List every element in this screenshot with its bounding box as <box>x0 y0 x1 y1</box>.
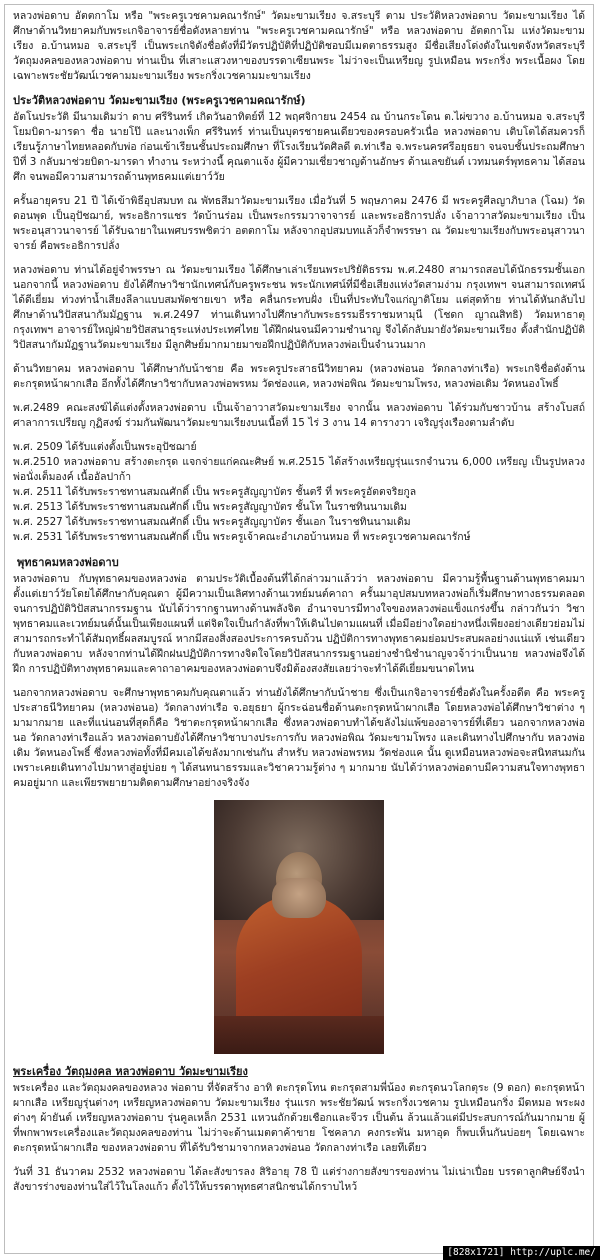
intro-paragraph: หลวงพ่อดาบ อัตตกาโม หรือ "พระครูเวชคามคณารักษ์" วัดมะขามเรียง จ.สระบุรี ตาม ประวัติหลวงพ่อดาบ วัดมะขามเรียง ได้ศึกษาด้านวิทยาคมกับพระเกจิอาจารย์ชื่อดังหลายท่าน "พระครูเวชคามคณารักษ์" หรือ หลวงพ่อดาบ อัตตกาโม แห่งวัดมะขามเรียง อ.บ้านหมอ จ.สระบุรี เป็นพระเกจิดังชื่อดังที่มีวัตรปฏิบัติที่ปฏิบัติชอบมีเมตตาธรรมสูง มีชื่อเสียงโด่งดังในเขตจังหวัดสระบุรี วัตถุมงคลของหลวงพ่อดาบ ท่านเป็น ที่เสาะแสวงหาของบรรดาเซียนพระ ไม่ว่าจะเป็นเหรียญ รูปเหมือน พระกริ่ง พระเนื้อผง โดยเฉพาะพระชัยวัฒน์เวชคามมะขามเรียง พระกริ่งเวชคามมะขามเรียง <box>13 10 585 82</box>
history-paragraph-2: ครั้นอายุครบ 21 ปี ได้เข้าพิธีอุปสมบท ณ พัทธสีมาวัดมะขามเรียง เมื่อวันที่ 5 พฤษภาคม 2476 มี พระครูศีลญาภิบาล (โฉม) วัดดอนพุด เป็นอุปัชฌาย์, พระอธิการแชร วัดบ้านร่อม เป็นพระกรรมวาจาจารย์ และพระอธิการปลั่ง เจ้าอาวาสวัดมะขามเรียง เป็นพระอนุสาวนาจารย์ ได้รับฉายาในเพศบรรพชิตว่า อตตกาโม หลังจากอุปสมบทแล้วก็จำพรรษา ณ วัดมะขามเรียงกับพระอนุสาวนาจารย์ คือพระอธิการปลั่ง <box>13 195 585 252</box>
timeline-item: พ.ศ.2510 หลวงพ่อดาบ สร้างตะกรุด แจกจ่ายแก่คณะศิษย์ พ.ศ.2515 ได้สร้างเหรียญรุ่นแรกจำนวน 6,000 เหรียญ เป็นรูปหลวงพ่อนั่งเต็มองค์ เนื้ออัลปาก้า <box>13 456 585 483</box>
timeline-item: พ.ศ. 2527 ได้รับพระราชทานสมณศักดิ์ เป็น พระครูสัญญาบัตร ชั้นเอก ในราชทินนามเดิม <box>13 516 411 528</box>
amulets-heading: พระเครื่อง วัตถุมงคล หลวงพ่อดาบ วัดมะขามเรียง <box>13 1065 248 1078</box>
photo-container <box>13 800 585 1054</box>
article-page <box>4 4 594 1254</box>
history-paragraph-4: ด้านวิทยาคม หลวงพ่อดาบ ได้ศึกษากับน้าชาย คือ พระครูประสาธนีวิทยาคม (หลวงพ่อนอ วัดกลางท่าเรือ) พระเกจิชื่อดังด้านตะกรุดหน้าผากเสือ อีกทั้งได้ศึกษาวิชากับหลวงพ่อพรหม วัดช่องแค, หลวงพ่อพิณ วัดมะขามโพรง, หลวงพ่อเดิม วัดหนองโพธิ์ <box>13 363 585 390</box>
timeline-item: พ.ศ. 2531 ได้รับพระราชทานสมณศักดิ์ เป็น พระครูเจ้าคณะอำเภอบ้านหมอ ที่ พระครูเวชคามคณารักษ์ <box>13 531 471 543</box>
history-paragraph-3: หลวงพ่อดาบ ท่านได้อยู่จำพรรษา ณ วัดมะขามเรียง ได้ศึกษาเล่าเรียนพระปริยัติธรรม พ.ศ.2480 สามารถสอบได้นักธรรมชั้นเอก นอกจากนี้ หลวงพ่อดาบ ยังได้ศึกษาวิชานักเทศน์กับครูพระชน พระนักเทศน์ที่มีชื่อเสียงแห่งวัดสามง่าม กรุงเทพฯ จนสามารถเทศน์ได้ดีเยี่ยม ท่วงท่าน้ำเสียงลีลาแบบสมพัดชายเขา หรือ คลื่นกระทบฝั่ง เป็นที่ประทับใจแก่ญาติโยม แต่สุดท้าย ท่านได้หันกลับไปศึกษาด้านวิปัสสนากัมมัฏฐาน พ.ศ.2497 ท่านเดินทางไปศึกษากับพระธรรมธีรราชมหามุนี (โชดก ญาณสิทธิ) วัดมหาธาตุ กรุงเทพฯ อาจารย์ใหญ่ฝ่ายวิปัสสนาธุระแห่งประเทศไทย ได้ฝึกฝนจนมีความชำนาญ จึงได้กลับมายังวัดมะขามเรียง ตั้งสำนักปฏิบัติวิปัสสนากัมมัฏฐานวัดมะขามเรียง มีลูกศิษย์มากมายมาขอฝึกปฏิบัติกับหลวงพ่อเป็นจำนวนมาก <box>13 264 585 351</box>
photo-base <box>214 1016 384 1054</box>
article-content <box>5 5 593 1195</box>
monk-photo <box>214 800 384 1054</box>
history-heading: ประวัติหลวงพ่อดาบ วัดมะขามเรียง (พระครูเวชคามคณารักษ์) <box>13 94 306 107</box>
timeline-item: พ.ศ. 2513 ได้รับพระราชทานสมณศักดิ์ เป็น พระครูสัญญาบัตร ชั้นโท ในราชทินนามเดิม <box>13 501 407 513</box>
buddhakhom-paragraph-1: หลวงพ่อดาบ กับพุทธาคมของหลวงพ่อ ตามประวัติเบื้องต้นที่ได้กล่าวมาแล้วว่า หลวงพ่อดาบ มีความรู้พื้นฐานด้านพุทธาคมมาตั้งแต่เยาว์วัยโดยได้ศึกษากับคุณตา ผู้มีความเป็นเลิศทางด้านเวทย์มนต์คาถา ครั้นมาอุปสมบทหลวงพ่อก็เริ่มศึกษาทางธรรมตลอดจนการปฏิบัติวิปัสสนากรรมฐาน นับได้ว่ารากฐานทางด้านพลังจิต อำนาจบารมีทางใจของหลวงพ่อแข็งแกร่งขึ้น กล่าวกันว่า วิชาพุทธาคมและเวทย์มนต์นั้นเป็นเพียงแผนที่ แต่จิตใจเป็นกำลังที่พาให้เดินไปตามแผนที่ เมื่อมีอย่างใดอย่างหนึ่งเพียงอย่างเดียวย่อมไม่สามารถกระทำได้สัมฤทธิ์ผลสมบูรณ์ หากมีสองสิ่งสองประการครบถ้วน ปฏิบัติการทางพุทธาคมย่อมประสบผลอย่างแน่แท้ เช่นเดียวกับหลวงพ่อดาบ หลังจากท่านได้ฝึกฝนปฏิบัติการทางจิตใจโดยวิปัสสนากรรมฐานอย่างชำนิชำนาญจวจ้าว่าเป็นนาย หลวงพ่อจึงได้ฝึก การปฏิบัติทางพุทธาคมและคาถาอาคมของหลวงพ่อดาบจึงมิต้องสงสัยเลยว่าจะทำได้ดีเยี่ยมขนาดไหน <box>13 573 585 675</box>
timeline-item: พ.ศ. 2511 ได้รับพระราชทานสมณศักดิ์ เป็น พระครูสัญญาบัตร ชั้นตรี ที่ พระครูอัตตจริยกูล <box>13 486 417 498</box>
watermark-bar: [828x1721] http://uplc.me/ <box>443 1246 600 1260</box>
history-paragraph-5: พ.ศ.2489 คณะสงฆ์ได้แต่งตั้งหลวงพ่อดาบ เป็นเจ้าอาวาสวัดมะขามเรียง จากนั้น หลวงพ่อดาบ ได้ร่วมกับชาวบ้าน สร้างโบสถ์ ศาลาการเปรียญ กุฏิสงฆ์ ร่วมกันพัฒนาวัดมะขามเรียงบนเนื้อที่ 15 ไร่ 3 งาน 14 ตารางวา เจริญรุ่งเรืองตามลำดับ <box>13 402 585 429</box>
buddhakhom-heading: พุทธาคมหลวงพ่อดาบ <box>17 556 119 569</box>
amulets-paragraph-2: วันที่ 31 ธันวาคม 2532 หลวงพ่อดาบ ได้ละสังขารลง สิริอายุ 78 ปี แต่ร่างกายสังขารของท่าน ไม่เน่าเปื่อย บรรดาลูกศิษย์จึงนำสังขารร่างของท่านใส่ไว้ในโลงแก้ว ตั้งไว้ให้บรรดาพุทธศาสนิกชนได้กราบไหว้ <box>13 1166 585 1193</box>
history-paragraph-1: อัตโนประวัติ มีนามเดิมว่า ดาบ ศรีรินทร์ เกิดวันอาทิตย์ที่ 12 พฤศจิกายน 2454 ณ บ้านกระโดน ต.ไผ่ขวาง อ.บ้านหมอ จ.สระบุรี โยมบิดา-มารดา ชื่อ นายโป๊ และนางเพ็ก ศรีรินทร์ ท่านเป็นบุตรชายคนเดียวของครอบครัวเนื่อ หลวงพ่อดาบ เติบโตได้สมควรก็เรียนรู้ภาษาไทยหลอดกับพ่อ ก่อนเข้าเรียนชั้นประถมศึกษา ที่โรงเรียนวัดศิลดี ต.ท่าเรือ จ.พระนครศรีอยุธยา จนจบชั้นประถมศึกษาปีที่ 3 กลับมาช่วยบิดา-มารดา ทำงาน ระหว่างนี้ คุณตาแจ้ง ผู้มีความเชี่ยวชาญด้านอักษร ด้านเลขยันต์ เวทมนตร์พุทธคาม ได้สอนศึก จนพอมีความสามารถด้านพุทธคมแต่เยาว์วัย <box>13 111 585 183</box>
timeline-list <box>13 440 585 545</box>
timeline-item: พ.ศ. 2509 ได้รับแต่งตั้งเป็นพระอุปัชฌาย์ <box>13 441 197 453</box>
amulets-paragraph-1: พระเครื่อง และวัตถุมงคลของหลวง พ่อดาบ ที่จัดสร้าง อาทิ ตะกรุดโทน ตะกรุดสามพี่น้อง ตะกรุดนวโลกตุระ (9 ดอก) ตะกรุดหน้าผากเสือ เหรียญรุ่นต่างๆ เหรียญหลวงพ่อดาบ วัดมะขามเรียง รุ่นแรก พระชัยวัฒน์ พระกริ่งเวชคาม รูปเหมือนกริ่ง มีดหมอ พระผงต่างๆ ผ้ายันต์ เหรียญหลวงพ่อดาบ รุ่นคูลเหล็ก 2531 แหวนถักด้วยเชือกและจีวร เป็นต้น ล้วนแล้วแต่มีประสบการณ์กันมากมาย ผู้ที่พกพาพระเครื่องและวัตถุมงคลของท่าน ไม่ว่าจะด้านเมตตาค้าขาย โชคลาภ คงกระพัน มหาอุด ก็พบเห็นกันบ่อยๆ โดยเฉพาะตะกรุดหน้าผากเสือ ของหลวงพ่อดาบ ที่ได้รับวิชามาจากหลวงพ่อนอ วัดกลางท่าเรือ เลยทีเดียว <box>13 1082 585 1154</box>
photo-hands <box>272 878 326 918</box>
buddhakhom-paragraph-2: นอกจากหลวงพ่อดาบ จะศึกษาพุทธาคมกับคุณตาแล้ว ท่านยังได้ศึกษากับน้าชาย ซึ่งเป็นเกจิอาจารย์ชื่อดังในครั้งอดีต คือ พระครูประสาธนีวิทยาคม (หลวงพ่อนอ) วัดกลางท่าเรือ จ.อยุธยา ผู้กระฉ่อนชื่อด้านตะกรุดหน้าผากเสือ โดยหลวงพ่อได้ศึกษาวิชาต่าง ๆ มามากมาย และที่แน่นอนที่สุดก็คือ วิชาตะกรุดหน้าผากเสือ ซึ่งหลวงพ่อดาบทำได้ขลังไม่แพ้ของอาจารย์ที่เดียว นอกจากหลวงพ่อนอ วัดกลางท่าเรือแล้ว หลวงพ่อดาบยังได้ศึกษาวิชาบางประการกับ หลวงพ่อพิณ วัดมะขามโพรง และเดินทางไปศึกษากับ หลวงพ่อเดิม วัดหนองโพธิ์ ซึ่งหลวงพ่อทั้งที่มีคมเอได้ขลังมากเช่นกัน สำหรับ หลวงพ่อพรหม วัดช่องแค นั้น ดูเหมือนหลวงพ่อจะสนิทสนมกัน เพราะเคยเดินทางไปมาหาสู่อยู่บ่อย ๆ ได้สนทนาธรรมและวิชาความรู้ต่าง ๆ มากมาย นับได้ว่าหลวงพ่อดาบมีความสนใจทางพุทธาคมอยู่มาก และเพียรพยายามติดตามศึกษาอย่างจริงจัง <box>13 687 585 789</box>
